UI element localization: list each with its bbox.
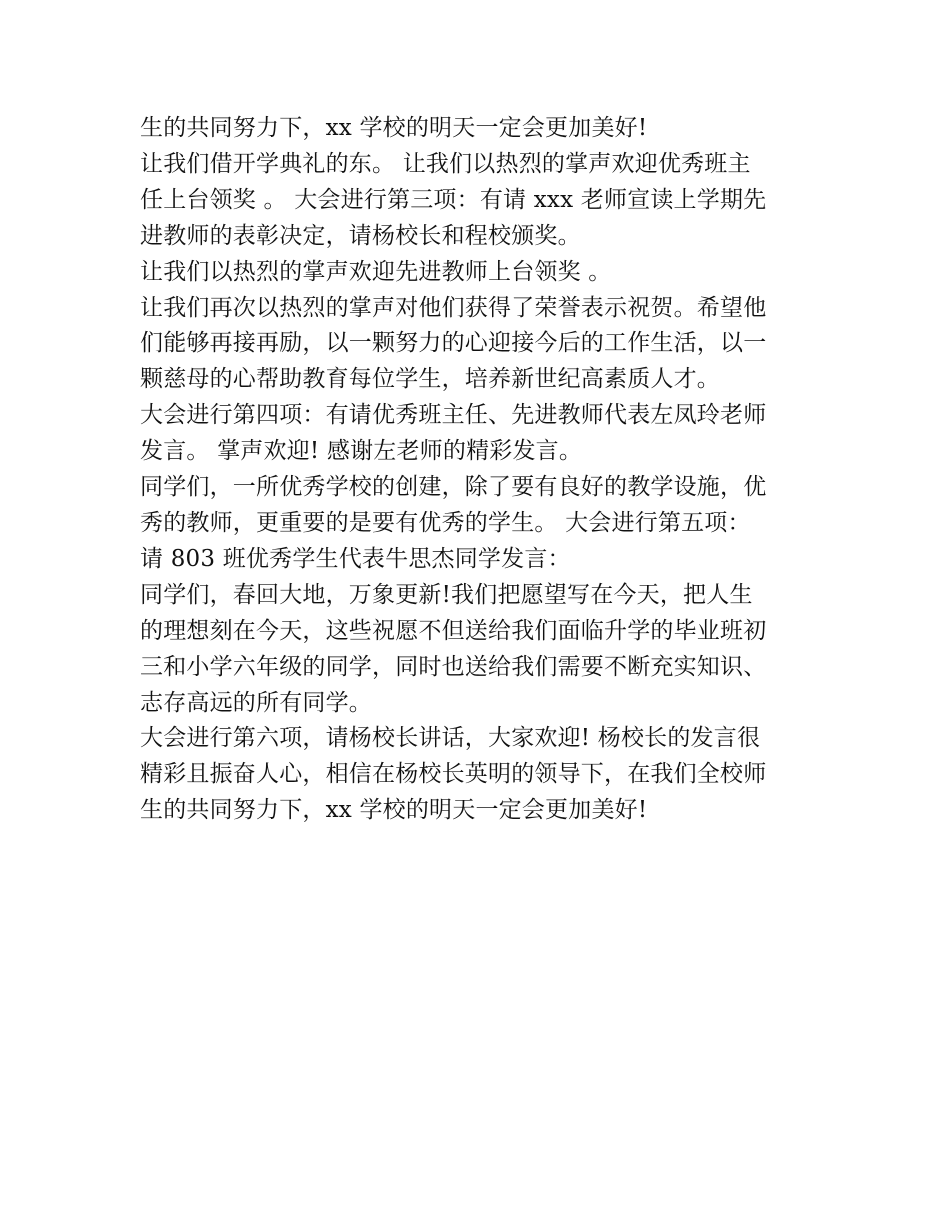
text-line: 的理想刻在今天，这些祝愿不但送给我们面临升学的毕业班初 — [140, 617, 767, 644]
text-line: 三和小学六年级的同学，同时也送给我们需要不断充实知识、 — [140, 653, 767, 680]
text-line: 生的共同努力下，xx 学校的明天一定会更加美好! — [140, 115, 648, 141]
text-line: 志存高远的所有同学。 — [140, 689, 372, 716]
text-line: 精彩且振奋人心，相信在杨校长英明的领导下，在我们全校师 — [140, 761, 767, 788]
text-line: 发言。 掌声欢迎! 感谢左老师的精彩发言。 — [140, 438, 583, 465]
text-line: 同学们，一所优秀学校的创建，除了要有良好的教学设施，优 — [140, 474, 767, 501]
text-line: 们能够再接再励，以一颗努力的心迎接今后的工作生活，以一 — [140, 330, 767, 357]
text-line: 让我们以热烈的掌声欢迎先进教师上台领奖 。 — [140, 258, 612, 285]
document-body — [140, 111, 820, 829]
text-line: 秀的教师，更重要的是要有优秀的学生。 大会进行第五项： — [140, 509, 751, 536]
text-line: 请 803 班优秀学生代表牛思杰同学发言： — [140, 545, 571, 572]
text-line: 让我们再次以热烈的掌声对他们获得了荣誉表示祝贺。希望他 — [140, 294, 767, 321]
text-line: 同学们，春回大地，万象更新!我们把愿望写在今天，把人生 — [140, 581, 753, 608]
text-line: 大会进行第六项，请杨校长讲话，大家欢迎! 杨校长的发言很 — [140, 725, 761, 752]
text-line: 颗慈母的心帮助教育每位学生，培养新世纪高素质人才。 — [140, 366, 720, 393]
text-line: 任上台领奖 。 大会进行第三项：有请 xxx 老师宣读上学期先 — [140, 186, 767, 213]
text-line: 大会进行第四项：有请优秀班主任、先进教师代表左凤玲老师 — [140, 402, 767, 429]
text-line: 生的共同努力下，xx 学校的明天一定会更加美好! — [140, 797, 648, 824]
text-line: 让我们借开学典礼的东。 让我们以热烈的掌声欢迎优秀班主 — [140, 150, 751, 177]
text-line: 进教师的表彰决定，请杨校长和程校颁奖。 — [140, 222, 581, 249]
